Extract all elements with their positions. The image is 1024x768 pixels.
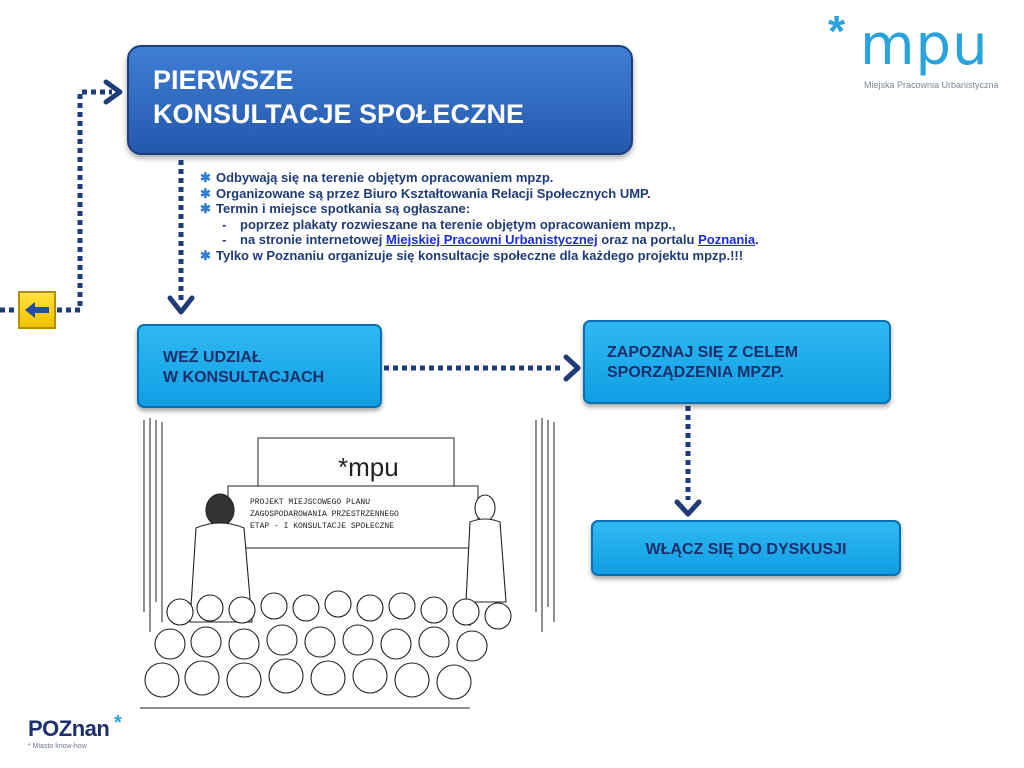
- join-discussion-label: WŁĄCZ SIĘ DO DYSKUSJI: [645, 541, 847, 558]
- asterisk-bullet-icon: ✱: [200, 247, 211, 263]
- sub-bullet-text-suffix: .: [755, 232, 759, 247]
- arrowhead-title: [106, 82, 120, 102]
- dash-bullet: -: [222, 232, 227, 247]
- sub-bullet-text-prefix: na stronie internetowej: [240, 232, 383, 247]
- arrowhead-wlacz: [677, 502, 699, 514]
- sub-bullet-text-middle: oraz na portalu: [601, 232, 695, 247]
- arrowhead-wez: [170, 298, 192, 312]
- arrowhead-zap: [566, 357, 578, 379]
- sub-bullet-text: poprzez plakaty rozwieszane na terenie objętym opracowaniem mpzp.,: [240, 216, 676, 232]
- consultation-meeting-illustration: [140, 412, 560, 712]
- take-part-box[interactable]: [137, 324, 382, 408]
- mpu-logo-star: *: [828, 7, 846, 56]
- info-bullet-list: [200, 170, 880, 263]
- title-line-2: KONSULTACJE SPOŁECZNE: [153, 99, 525, 129]
- poznan-logo-tagline: * Miasto know-how: [28, 743, 87, 750]
- back-button[interactable]: [18, 291, 56, 329]
- join-discussion-box[interactable]: [591, 520, 901, 576]
- poster-logo-text: *mpu: [338, 452, 399, 482]
- bullet-item: [200, 170, 880, 186]
- learn-purpose-line-1: ZAPOZNAJ SIĘ Z CELEM: [607, 344, 799, 361]
- take-part-line-1: WEŹ UDZIAŁ: [163, 349, 262, 366]
- mpu-logo-subtitle: Miejska Pracownia Urbanistyczna: [864, 80, 999, 90]
- learn-purpose-box[interactable]: [583, 320, 891, 404]
- take-part-line-2: W KONSULTACJACH: [163, 369, 325, 386]
- bullet-text: Odbywają się na terenie objętym opracowaniem mpzp.: [216, 170, 554, 185]
- arrow-left-icon: [20, 293, 54, 327]
- poznan-logo: [28, 712, 138, 762]
- poster-line-2: ZAGOSPODAROWANIA PRZESTRZENNEGO: [250, 510, 399, 519]
- poznan-logo-star: *: [114, 712, 122, 734]
- learn-purpose-line-2: SPORZĄDZENIA MPZP.: [607, 364, 784, 381]
- poster-line-1: PROJEKT MIEJSCOWEGO PLANU: [250, 498, 371, 507]
- bullet-text: Termin i miejsce spotkania są ogłaszane:: [216, 201, 471, 216]
- asterisk-bullet-icon: ✱: [200, 201, 211, 216]
- dash-bullet: -: [222, 216, 227, 232]
- bullet-text: Organizowane są przez Biuro Kształtowania Relacji Społecznych UMP.: [216, 185, 651, 201]
- bullet-item: [200, 186, 880, 202]
- title-line-1: PIERWSZE: [153, 65, 294, 95]
- sub-bullet-item: [200, 217, 880, 233]
- bullet-text: Tylko w Poznaniu organizuje się konsultacje społeczne dla każdego projektu mpzp.!!!: [216, 247, 744, 263]
- bullet-item: [200, 248, 880, 264]
- connector-back-loop: [57, 92, 112, 310]
- bullet-item: [200, 201, 880, 217]
- asterisk-bullet-icon: ✱: [200, 185, 211, 201]
- poznan-logo-word: POZnan: [28, 716, 110, 741]
- asterisk-bullet-icon: ✱: [200, 170, 211, 185]
- poster-line-3: ETAP - I KONSULTACJE SPOŁECZNE: [250, 522, 395, 531]
- mpu-logo-word: mpu: [860, 13, 989, 78]
- poznan-portal-link[interactable]: Poznania: [698, 232, 756, 247]
- mpu-website-link[interactable]: Miejskiej Pracowni Urbanistycznej: [385, 232, 598, 247]
- sub-bullet-item: [200, 232, 880, 248]
